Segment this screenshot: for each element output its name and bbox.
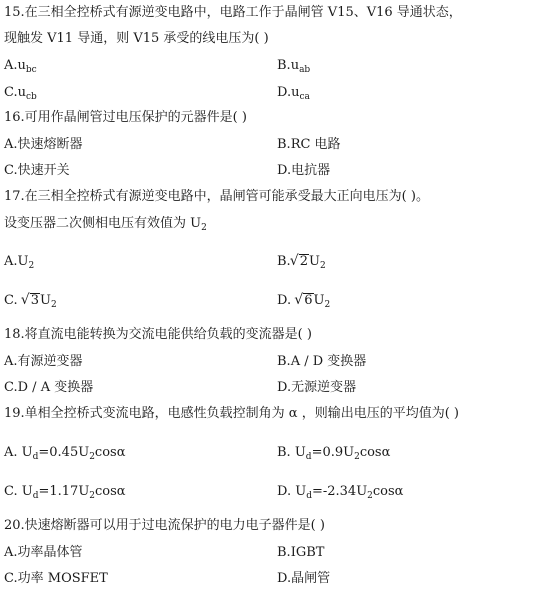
q17-stem-line2: 设变压器二次侧相电压有效值为 $U_2$ xyxy=(4,216,207,233)
q18-option-a: A.有源逆变器 xyxy=(4,354,83,369)
q20-option-c: C.功率 MOSFET xyxy=(4,571,108,586)
q19-option-c: C. $U_d=1.17U_2\cos\alpha$ xyxy=(4,484,126,501)
q20-stem: 20.快速熔断器可以用于过电流保护的电力电子器件是( ) xyxy=(4,518,325,533)
q15-option-b: $B.u_{ab}$ xyxy=(277,58,311,75)
q15-option-d: $D.u_{ca}$ xyxy=(277,85,310,102)
q18-option-d: D.无源逆变器 xyxy=(277,380,357,395)
q15-stem-line2: 现触发 V11 导通，则 V15 承受的线电压为( ) xyxy=(4,31,269,46)
sqrt-symbol: √ 6 xyxy=(295,293,313,309)
q16-option-b: B.RC 电路 xyxy=(277,137,341,152)
sqrt-symbol: √ 2 xyxy=(291,254,309,270)
q15-option-c: $C.u_{cb}$ xyxy=(4,85,37,102)
q18-option-b: B.A / D 变换器 xyxy=(277,354,367,369)
q20-option-a: A.功率晶体管 xyxy=(4,545,83,560)
q17-option-c: C. √ $3U_2$ xyxy=(4,293,57,309)
q16-option-c: C.快速开关 xyxy=(4,163,70,178)
q17-option-a: $A.U_2$ xyxy=(4,254,35,271)
q19-option-b: B. $U_d=0.9U_2\cos\alpha$ xyxy=(277,445,391,462)
q18-stem: 18.将直流电能转换为交流电能供给负载的变流器是( ) xyxy=(4,327,312,342)
q16-option-d: D.电抗器 xyxy=(277,163,331,178)
q17-stem-line1: 17.在三相全控桥式有源逆变电路中，晶闸管可能承受最大正向电压为( )。 xyxy=(4,189,429,204)
q20-option-d: D.晶闸管 xyxy=(277,571,331,586)
q18-option-c: C.D / A 变换器 xyxy=(4,380,94,395)
q19-stem: 19.单相全控桥式变流电路，电感性负载控制角为 α ，则输出电压的平均值为( ) xyxy=(4,406,459,421)
q16-stem: 16.可用作晶闸管过电压保护的元器件是( ) xyxy=(4,110,247,125)
q15-option-a: $A.u_{bc}$ xyxy=(4,58,37,75)
q19-option-d: D. $U_d=-2.34U_2\cos\alpha$ xyxy=(277,484,404,501)
q19-option-a: A. $U_d=0.45U_2\cos\alpha$ xyxy=(4,445,126,462)
q17-option-d: D. √ $6U_2$ xyxy=(277,293,330,309)
q15-stem-line1: 15.在三相全控桥式有源逆变电路中，电路工作于晶闸管 V15、V16 导通状态， xyxy=(4,5,462,20)
sqrt-symbol: √ 3 xyxy=(22,293,40,309)
q20-option-b: B.IGBT xyxy=(277,545,325,560)
q16-option-a: A.快速熔断器 xyxy=(4,137,83,152)
q17-option-b: B.√ $2U_2$ xyxy=(277,254,326,270)
